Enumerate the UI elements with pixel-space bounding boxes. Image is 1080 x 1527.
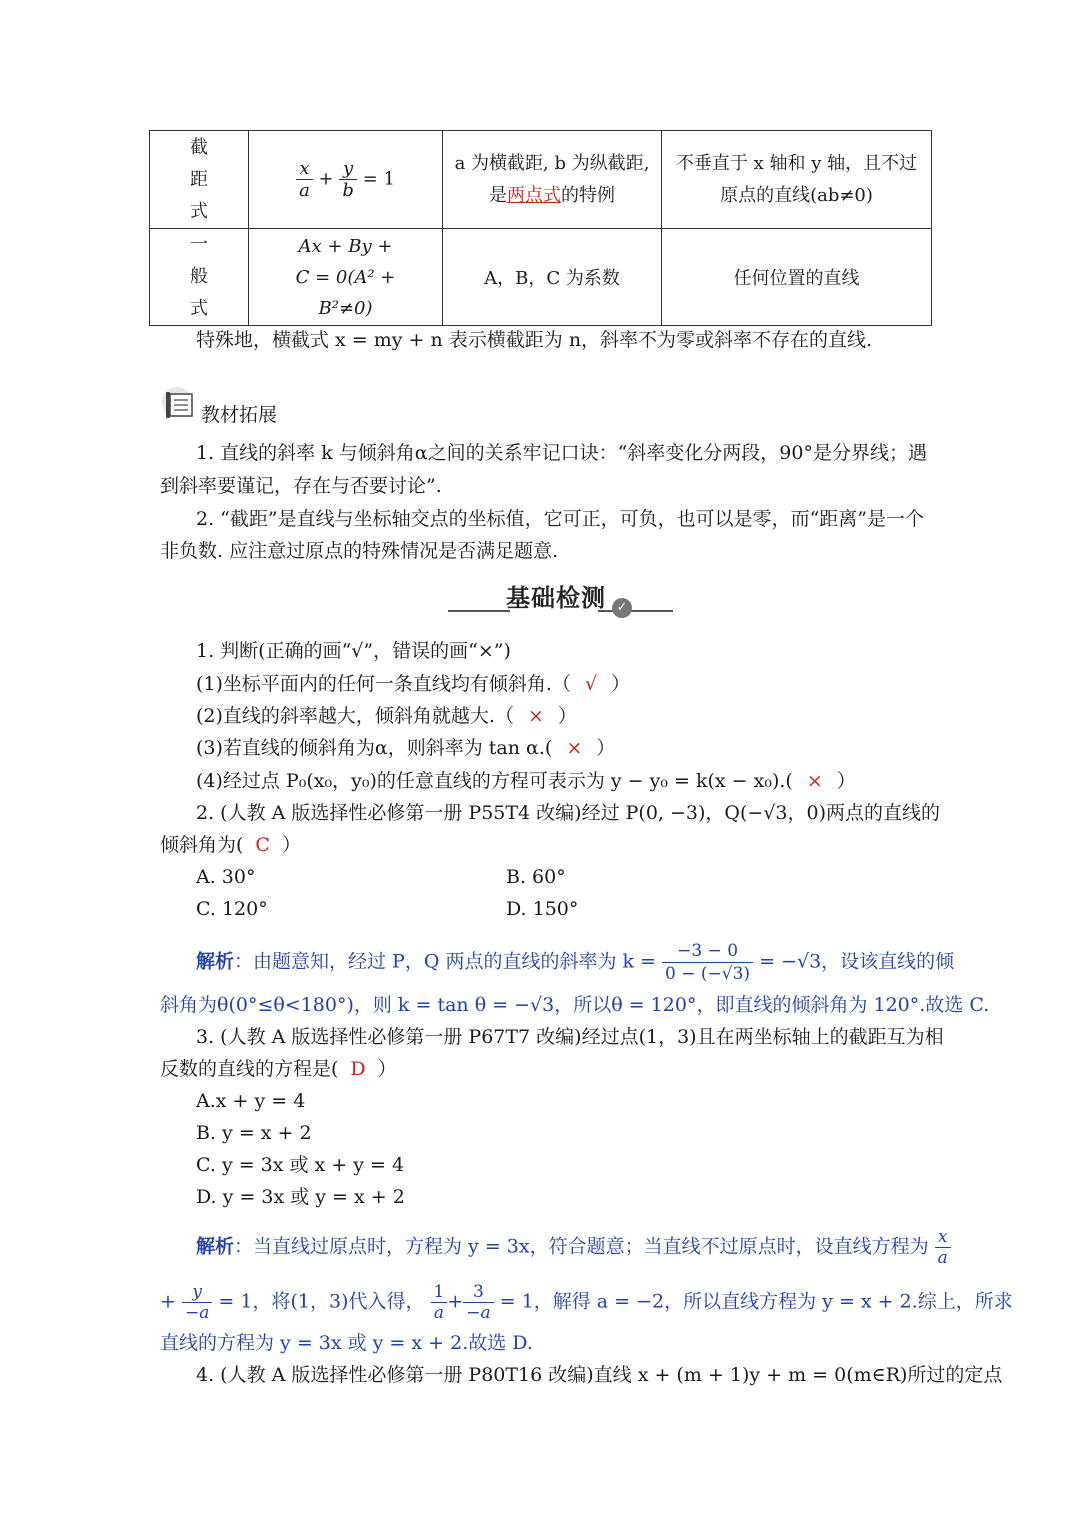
q2-option-d: D. 150° — [506, 898, 579, 920]
q1-item: (4)经过点 P₀(x₀，y₀)的任意直线的方程可表示为 y − y₀ = k(x − x₀).( × ） — [196, 770, 856, 792]
extension-title: 教材拓展 — [201, 404, 278, 426]
fraction-y-over-b: $\frac{y}{b}$ — [339, 158, 357, 201]
check-circle-icon: ✓ — [612, 598, 632, 618]
fraction-1-over-a: $\frac{1}{a}$ — [431, 1282, 448, 1323]
extension-p2-line2: 非负数. 应注意过原点的特殊情况是否满足题意. — [160, 540, 559, 562]
extension-p1-line1: 1. 直线的斜率 k 与倾斜角α之间的关系牢记口诀：“斜率变化分两段，90°是分界线；遇 — [196, 442, 927, 464]
q1-answer: × — [806, 770, 823, 792]
q2-option-b: B. 60° — [506, 866, 566, 888]
fraction-x-over-a: $\frac{x}{a}$ — [935, 1227, 951, 1268]
q3-analysis-line1: 解析：当直线过原点时，方程为 y = 3x，符合题意；当直线不过原点时，设直线方程为 $\frac{x}{a}$ — [196, 1227, 951, 1268]
line-forms-table — [149, 130, 932, 326]
slope-fraction: $\frac{-3 - 0}{0 - (-√3)}$ — [662, 940, 753, 985]
scope-cell: 任何位置的直线 — [662, 229, 932, 326]
form-name-cell — [150, 229, 249, 326]
q1-answer: √ — [584, 673, 598, 695]
q3-analysis-line2: + $\frac{y}{-a}$ = 1，将(1，3)代入得， $\frac{1}{a}$ + $\frac{3}{-a}$ = 1，解得 a = −2，所以直线方程为 y = x + 2.综上，所求 — [160, 1282, 1013, 1323]
form-name-cell — [150, 131, 249, 229]
form-name: 截 距 式 — [190, 136, 208, 222]
q2-analysis-line1: 解析：由题意知，经过 P，Q 两点的直线的斜率为 k = $\frac{-3 - 0}{0 - (-√3)}$ = −√3，设该直线的倾 — [196, 941, 955, 984]
header-rule-left — [448, 610, 510, 612]
formula-cell: $\frac{x}{a}$ + $\frac{y}{b}$ = 1 — [249, 131, 443, 229]
analysis-label: 解析 — [196, 1235, 235, 1258]
header-rule-right — [598, 610, 673, 612]
scope-cell: 不垂直于 x 轴和 y 轴，且不过 原点的直线(ab≠0) — [662, 131, 932, 229]
q2-line1: 2. (人教 A 版选择性必修第一册 P55T4 改编)经过 P(0, −3)，Q(−√3，0)两点的直线的 — [196, 802, 941, 824]
q1-item: (1)坐标平面内的任何一条直线均有倾斜角.（ √ ） — [196, 673, 631, 695]
q1-stem: 1. 判断(正确的画“√”，错误的画“×”) — [196, 640, 511, 662]
fraction-y-over-neg-a: $\frac{y}{-a}$ — [182, 1282, 212, 1323]
extension-p1-line2: 到斜率要谨记，存在与否要讨论”. — [160, 475, 442, 497]
highlight-two-point-form: 两点式 — [507, 184, 561, 206]
q1-answer: × — [566, 737, 583, 759]
table-row — [150, 131, 932, 229]
q3-option-c: C. y = 3x 或 x + y = 4 — [196, 1154, 405, 1176]
q2-option-c: C. 120° — [196, 898, 268, 920]
section-title: 基础检测 — [506, 584, 606, 612]
analysis-label: 解析 — [196, 950, 235, 973]
table-row — [150, 229, 932, 326]
form-name: 一 般 式 — [190, 234, 208, 319]
q3-option-d: D. y = 3x 或 y = x + 2 — [196, 1186, 405, 1208]
q2-option-a: A. 30° — [196, 866, 256, 888]
section-header — [448, 576, 673, 620]
fraction-x-over-a: $\frac{x}{a}$ — [296, 158, 313, 201]
q3-line1: 3. (人教 A 版选择性必修第一册 P67T7 改编)经过点(1，3)且在两坐标轴上的截距互为相 — [196, 1026, 944, 1048]
q4-line1: 4. (人教 A 版选择性必修第一册 P80T16 改编)直线 x + (m + 1)y + m = 0(m∈R)所过的定点 — [196, 1364, 1003, 1386]
extension-p2-line1: 2. “截距”是直线与坐标轴交点的坐标值，它可正，可负，也可以是零，而“距离”是一个 — [196, 508, 925, 530]
condition-cell: A，B，C 为系数 — [443, 229, 662, 326]
q2-answer: C — [255, 834, 270, 856]
condition-cell: a 为横截距, b 为纵截距, 是两点式的特例 — [443, 131, 662, 229]
q2-analysis-line2: 斜角为θ(0°≤θ<180°)，则 k = tan θ = −√3，所以θ = 120°，即直线的倾斜角为 120°.故选 C. — [160, 994, 990, 1016]
book-icon — [161, 386, 197, 422]
q2-line2: 倾斜角为( C ） — [160, 834, 301, 856]
q3-analysis-line3: 直线的方程为 y = 3x 或 y = x + 2.故选 D. — [160, 1332, 533, 1354]
q1-answer: × — [527, 705, 544, 727]
q3-line2: 反数的直线的方程是( D ） — [160, 1058, 397, 1080]
q3-answer: D — [350, 1058, 366, 1080]
formula-cell: Ax + By + C = 0(A² + B²≠0) — [249, 229, 443, 326]
q1-item: (3)若直线的倾斜角为α，则斜率为 tan α.( × ） — [196, 737, 616, 759]
special-note: 特殊地，横截式 x = my + n 表示横截距为 n，斜率不为零或斜率不存在的直线. — [196, 329, 873, 351]
q1-item: (2)直线的斜率越大，倾斜角就越大.（ × ） — [196, 705, 577, 727]
fraction-3-over-neg-a: $\frac{3}{-a}$ — [463, 1282, 493, 1323]
q3-option-a: A.x + y = 4 — [196, 1090, 306, 1112]
q3-option-b: B. y = x + 2 — [196, 1122, 312, 1144]
